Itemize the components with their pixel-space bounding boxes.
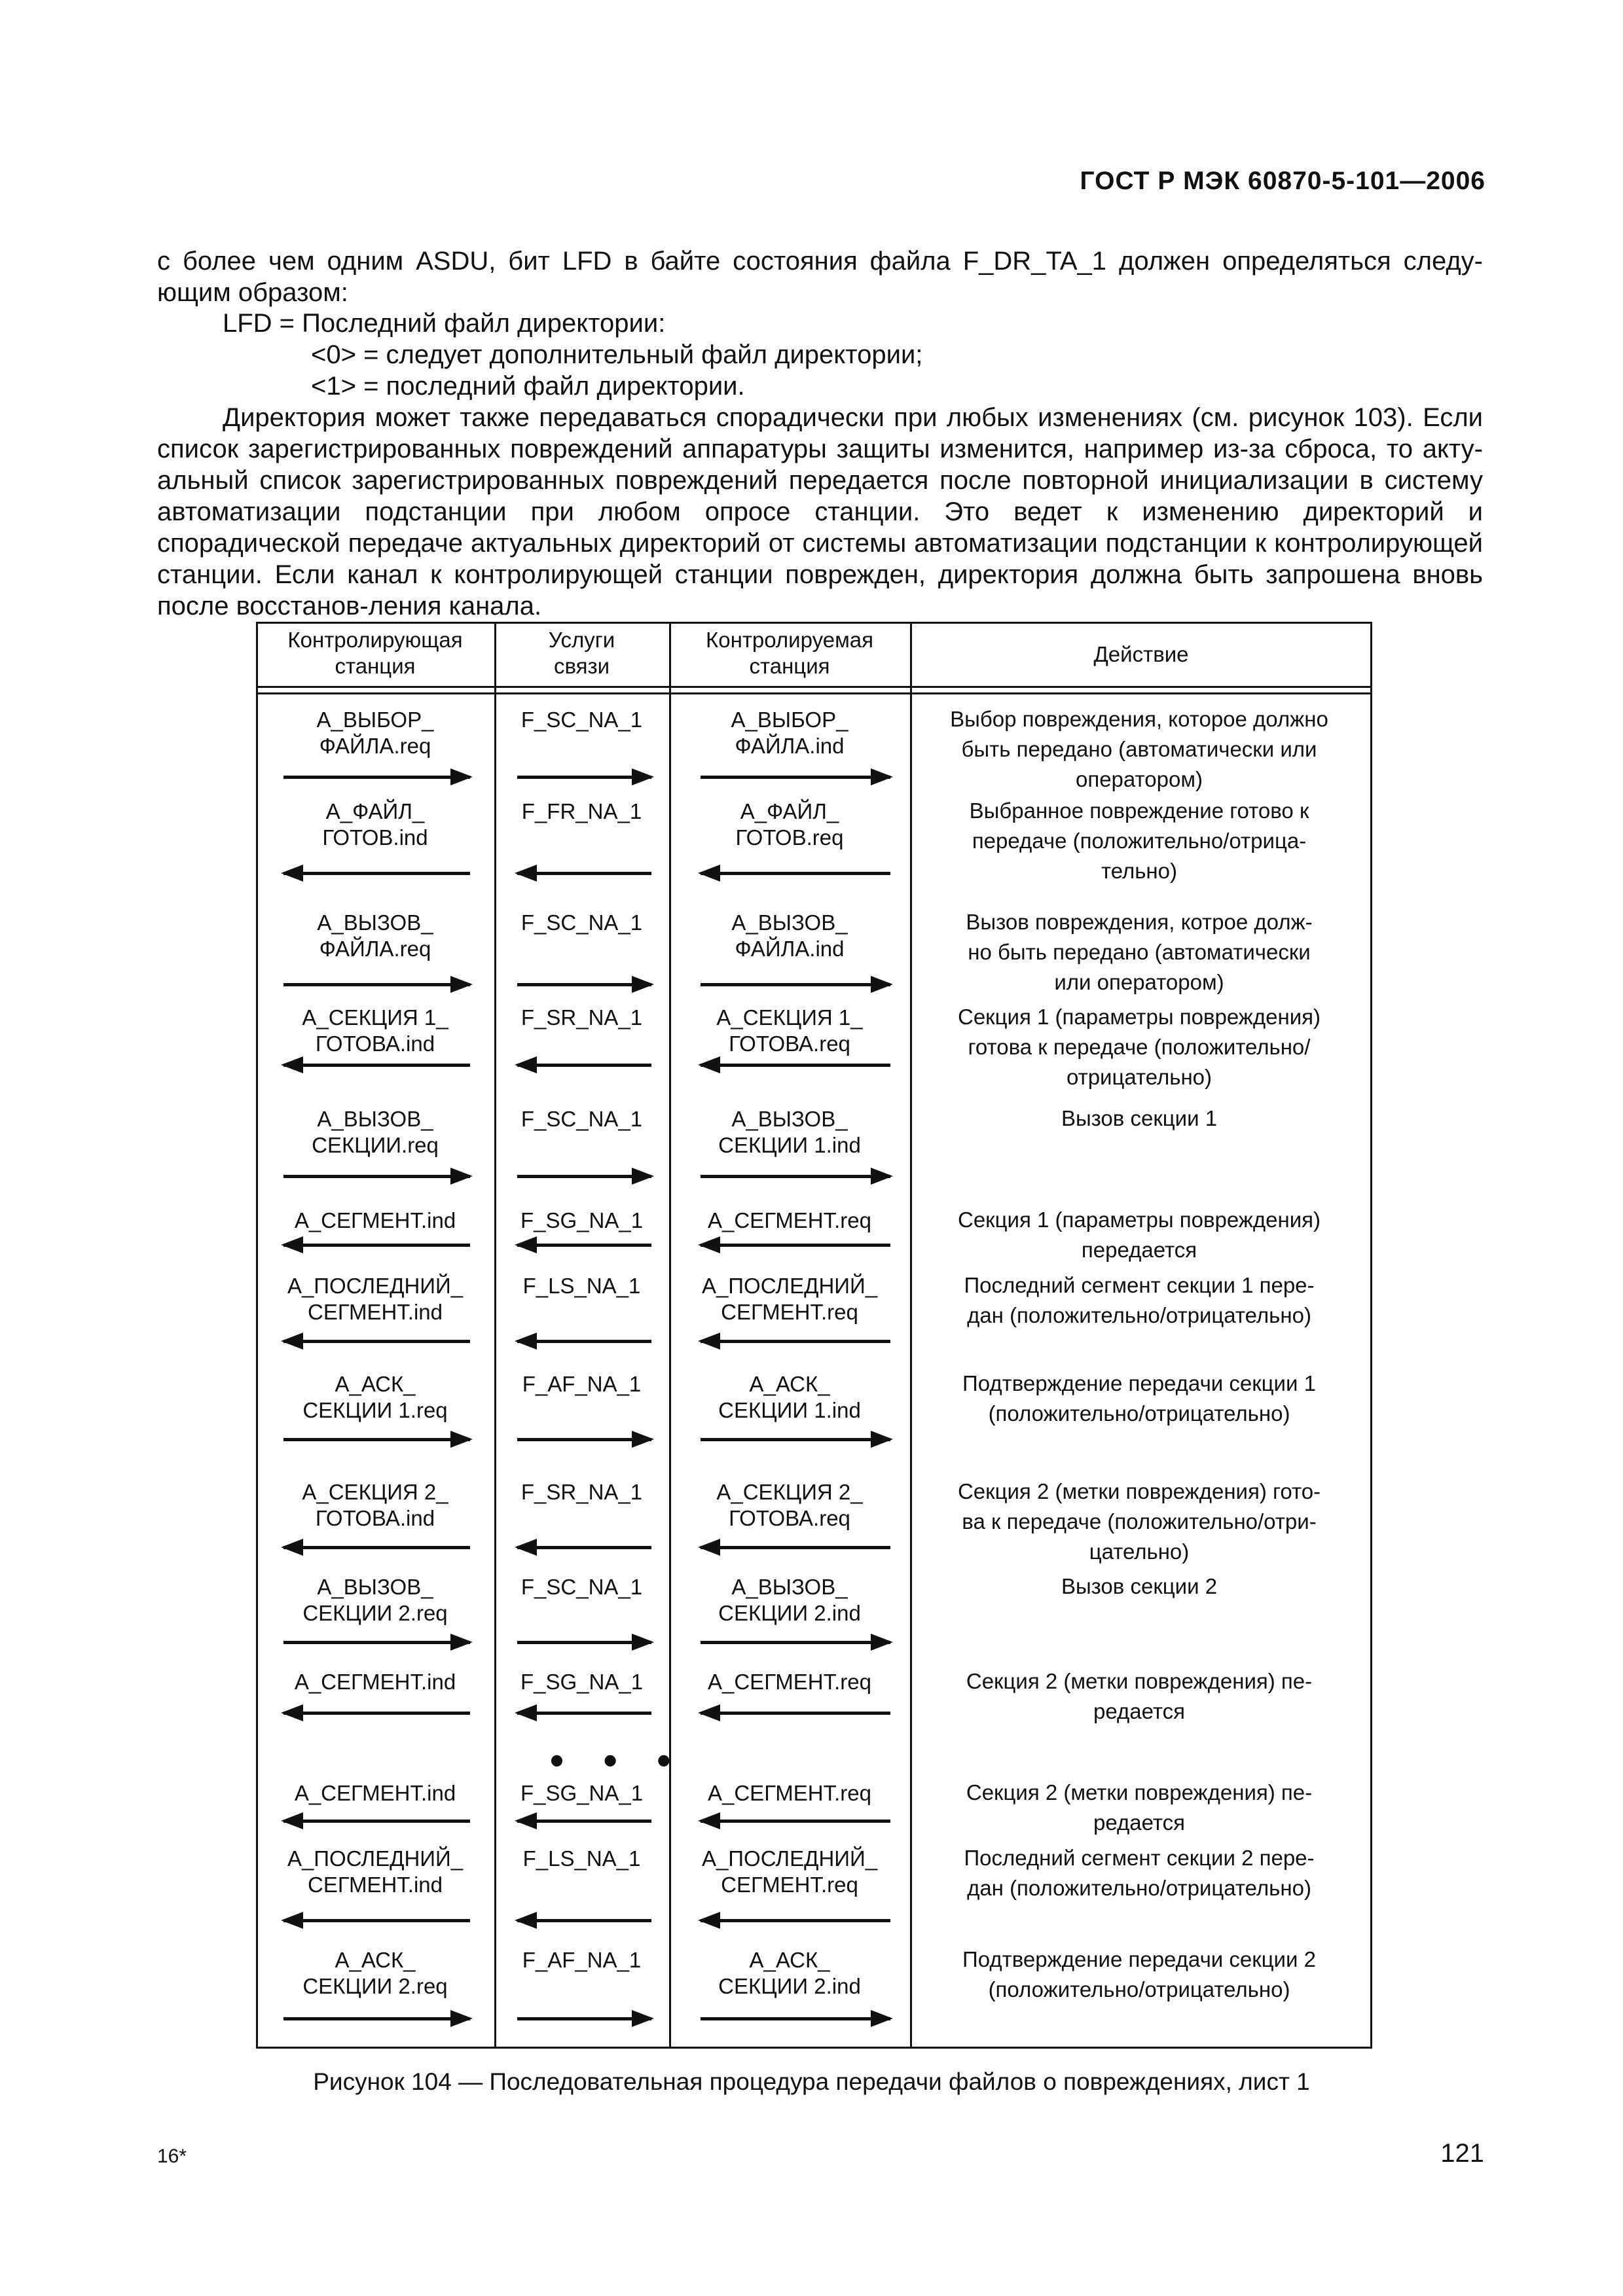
cell-col2: F_SR_NA_1 [520,1480,643,1504]
cell-col1: A_ВЫЗОВ_ СЕКЦИИ.req [312,1107,439,1157]
arrow-left-icon [701,1340,890,1343]
arrow-left-icon [701,1919,890,1922]
cell-col3: A_СЕГМЕНТ.req [707,1781,871,1805]
arrow-right-icon [283,2017,470,2020]
header-controlled-station: Контролируемая станция [706,628,873,678]
arrow-left-icon [701,1820,890,1823]
arrow-right-icon [283,776,470,779]
cell-col1: A_ПОСЛЕДНИЙ_ СЕГМЕНТ.ind [287,1846,464,1897]
cell-col3: A_АСК_ СЕКЦИИ 2.ind [718,1948,861,1998]
cell-col2: F_SC_NA_1 [520,708,643,732]
arrow-left-icon [701,872,890,875]
cell-action: Секция 2 (метки повреждения) гото- ва к передаче (положительно/отри- цательно) [957,1479,1321,1564]
arrow-left-icon [701,1064,890,1067]
cell-col3: A_ВЫЗОВ_ СЕКЦИИ 1.ind [718,1107,861,1157]
cell-col1: A_СЕКЦИЯ 1_ ГОТОВА.ind [302,1005,448,1056]
cell-col3: A_АСК_ СЕКЦИИ 1.ind [718,1372,861,1422]
cell-col1: A_СЕГМЕНТ.ind [294,1781,456,1805]
arrow-right-icon [517,2017,651,2020]
arrow-left-icon [517,872,651,875]
cell-action: Секция 1 (параметры повреждения) готова к передаче (положительно/ отрицательно) [957,1005,1321,1089]
cell-action: Последний сегмент секции 2 пере- дан (положительно/отрицательно) [964,1846,1315,1900]
header-divider [256,686,1372,688]
page-number: 121 [1440,2139,1484,2168]
ellipsis: • • • [550,1738,685,1782]
cell-col2: F_SG_NA_1 [520,1781,644,1805]
cell-col1: A_ПОСЛЕДНИЙ_ СЕГМЕНТ.ind [287,1274,464,1324]
arrow-right-icon [701,776,890,779]
cell-col2: F_SC_NA_1 [520,1575,643,1599]
header-controlling-station: Контролирующая станция [287,628,463,678]
header-action: Действие [1093,642,1189,666]
arrow-right-icon [517,776,651,779]
arrow-right-icon [283,1175,470,1178]
cell-col3: A_ФАЙЛ_ ГОТОВ.req [735,799,844,850]
arrow-right-icon [283,1641,470,1644]
cell-action: Последний сегмент секции 1 пере- дан (положительно/отрицательно) [964,1273,1315,1327]
cell-col2: F_AF_NA_1 [522,1372,642,1396]
cell-action: Выбор повреждения, которое должно быть передано (автоматически или оператором) [950,707,1328,791]
arrow-right-icon [517,1438,651,1441]
arrow-left-icon [517,1244,651,1247]
cell-action: Секция 2 (метки повреждения) пе- редается [966,1780,1313,1835]
cell-col3: A_ВЫЗОВ_ СЕКЦИИ 2.ind [718,1575,861,1625]
cell-action: Подтверждение передачи секции 1 (положительно/отрицательно) [962,1371,1316,1426]
arrow-left-icon [283,1546,470,1549]
cell-col1: A_СЕГМЕНТ.ind [294,1670,456,1694]
cell-col2: F_SC_NA_1 [520,910,643,935]
arrow-right-icon [283,1438,470,1441]
cell-col2: F_LS_NA_1 [522,1274,641,1298]
cell-action: Секция 2 (метки повреждения) пе- редается [966,1669,1313,1723]
cell-col2: F_SG_NA_1 [520,1670,644,1694]
cell-col2: F_SR_NA_1 [520,1005,643,1030]
cell-col1: A_ВЫБОР_ ФАЙЛА.req [316,708,434,758]
arrow-left-icon [283,872,470,875]
arrow-left-icon [701,1546,890,1549]
cell-col1: A_АСК_ СЕКЦИИ 1.req [302,1372,448,1422]
cell-action: Вызов повреждения, котрое долж- но быть передано (автоматически или оператором) [966,910,1313,994]
column-divider [910,622,912,2049]
cell-col2: F_SG_NA_1 [520,1208,644,1232]
arrow-right-icon [701,1438,890,1441]
arrow-right-icon [701,1175,890,1178]
arrow-left-icon [283,1820,470,1823]
cell-col3: A_СЕГМЕНТ.req [707,1670,871,1694]
header-divider [256,692,1372,694]
cell-col1: A_ВЫЗОВ_ ФАЙЛА.req [317,910,433,961]
cell-col2: F_SC_NA_1 [520,1107,643,1131]
header-services: Услуги связи [548,628,615,678]
arrow-right-icon [517,983,651,986]
arrow-left-icon [517,1546,651,1549]
cell-col1: A_АСК_ СЕКЦИИ 2.req [302,1948,448,1998]
arrow-left-icon [517,1820,651,1823]
cell-action: Подтверждение передачи секции 2 (положительно/отрицательно) [962,1947,1316,2001]
cell-col2: F_FR_NA_1 [521,799,642,823]
cell-action: Выбранное повреждение готово к передаче (положительно/отрица- тельно) [969,798,1309,883]
cell-col1: A_ВЫЗОВ_ СЕКЦИИ 2.req [302,1575,448,1625]
arrow-right-icon [283,983,470,986]
column-divider [494,622,496,2049]
cell-col1: A_СЕГМЕНТ.ind [294,1208,456,1232]
document-header: ГОСТ Р МЭК 60870-5-101—2006 [1080,167,1486,195]
cell-action: Вызов секции 1 [1061,1106,1218,1130]
cell-col1: A_СЕКЦИЯ 2_ ГОТОВА.ind [302,1480,448,1530]
cell-col3: A_СЕГМЕНТ.req [707,1208,871,1232]
cell-col3: A_СЕКЦИЯ 1_ ГОТОВА.req [716,1005,863,1056]
cell-col3: A_ПОСЛЕДНИЙ_ СЕГМЕНТ.req [701,1274,878,1324]
arrow-left-icon [283,1712,470,1715]
arrow-left-icon [517,1919,651,1922]
arrow-left-icon [517,1712,651,1715]
lfd-definition: LFD = Последний файл директории: [223,309,666,338]
arrow-left-icon [517,1340,651,1343]
arrow-right-icon [517,1175,651,1178]
arrow-left-icon [283,1064,470,1067]
lfd-value-0: <0> = следует дополнительный файл директории; [311,340,923,369]
arrow-left-icon [517,1064,651,1067]
arrow-left-icon [283,1244,470,1247]
arrow-left-icon [283,1340,470,1343]
arrow-right-icon [701,2017,890,2020]
paragraph-1: с более чем одним ASDU, бит LFD в байте состояния файла F_DR_TA_1 должен определяться следу-ющим образом: [157,247,1483,307]
cell-action: Секция 1 (параметры повреждения) передается [957,1208,1321,1262]
cell-col3: A_СЕКЦИЯ 2_ ГОТОВА.req [716,1480,863,1530]
figure-caption: Рисунок 104 — Последовательная процедура передачи файлов о повреждениях, лист 1 [313,2068,1310,2095]
cell-col3: A_ВЫБОР_ ФАЙЛА.ind [731,708,848,758]
paragraph-2: Директория может также передаваться спорадически при любых изменениях (см. рисунок 103). Если список зарегистрированных повреждений аппаратуры защиты изменится, например из-за сброса, то акту-альный список зарегистрированных повреждений передается после повторной инициализации в систему автоматизации подстанции при любом опросе станции. Это ведет к изменению директорий и спорадической передаче актуальных директорий от системы автоматизации подстанции к контролирующей станции. Если канал к контролирующей станции поврежден, директория должна быть запрошена вновь после восстанов-ления канала. [157,403,1483,620]
arrow-right-icon [701,983,890,986]
cell-action: Вызов секции 2 [1061,1574,1218,1598]
footer-sheet-mark: 16* [157,2145,187,2167]
arrow-left-icon [701,1712,890,1715]
cell-col3: A_ПОСЛЕДНИЙ_ СЕГМЕНТ.req [701,1846,878,1897]
cell-col1: A_ФАЙЛ_ ГОТОВ.ind [322,799,428,850]
cell-col2: F_LS_NA_1 [522,1846,641,1871]
arrow-left-icon [283,1919,470,1922]
arrow-right-icon [701,1641,890,1644]
lfd-value-1: <1> = последний файл директории. [311,372,745,401]
arrow-left-icon [701,1244,890,1247]
cell-col2: F_AF_NA_1 [522,1948,642,1972]
cell-col3: A_ВЫЗОВ_ ФАЙЛА.ind [731,910,848,961]
arrow-right-icon [517,1641,651,1644]
